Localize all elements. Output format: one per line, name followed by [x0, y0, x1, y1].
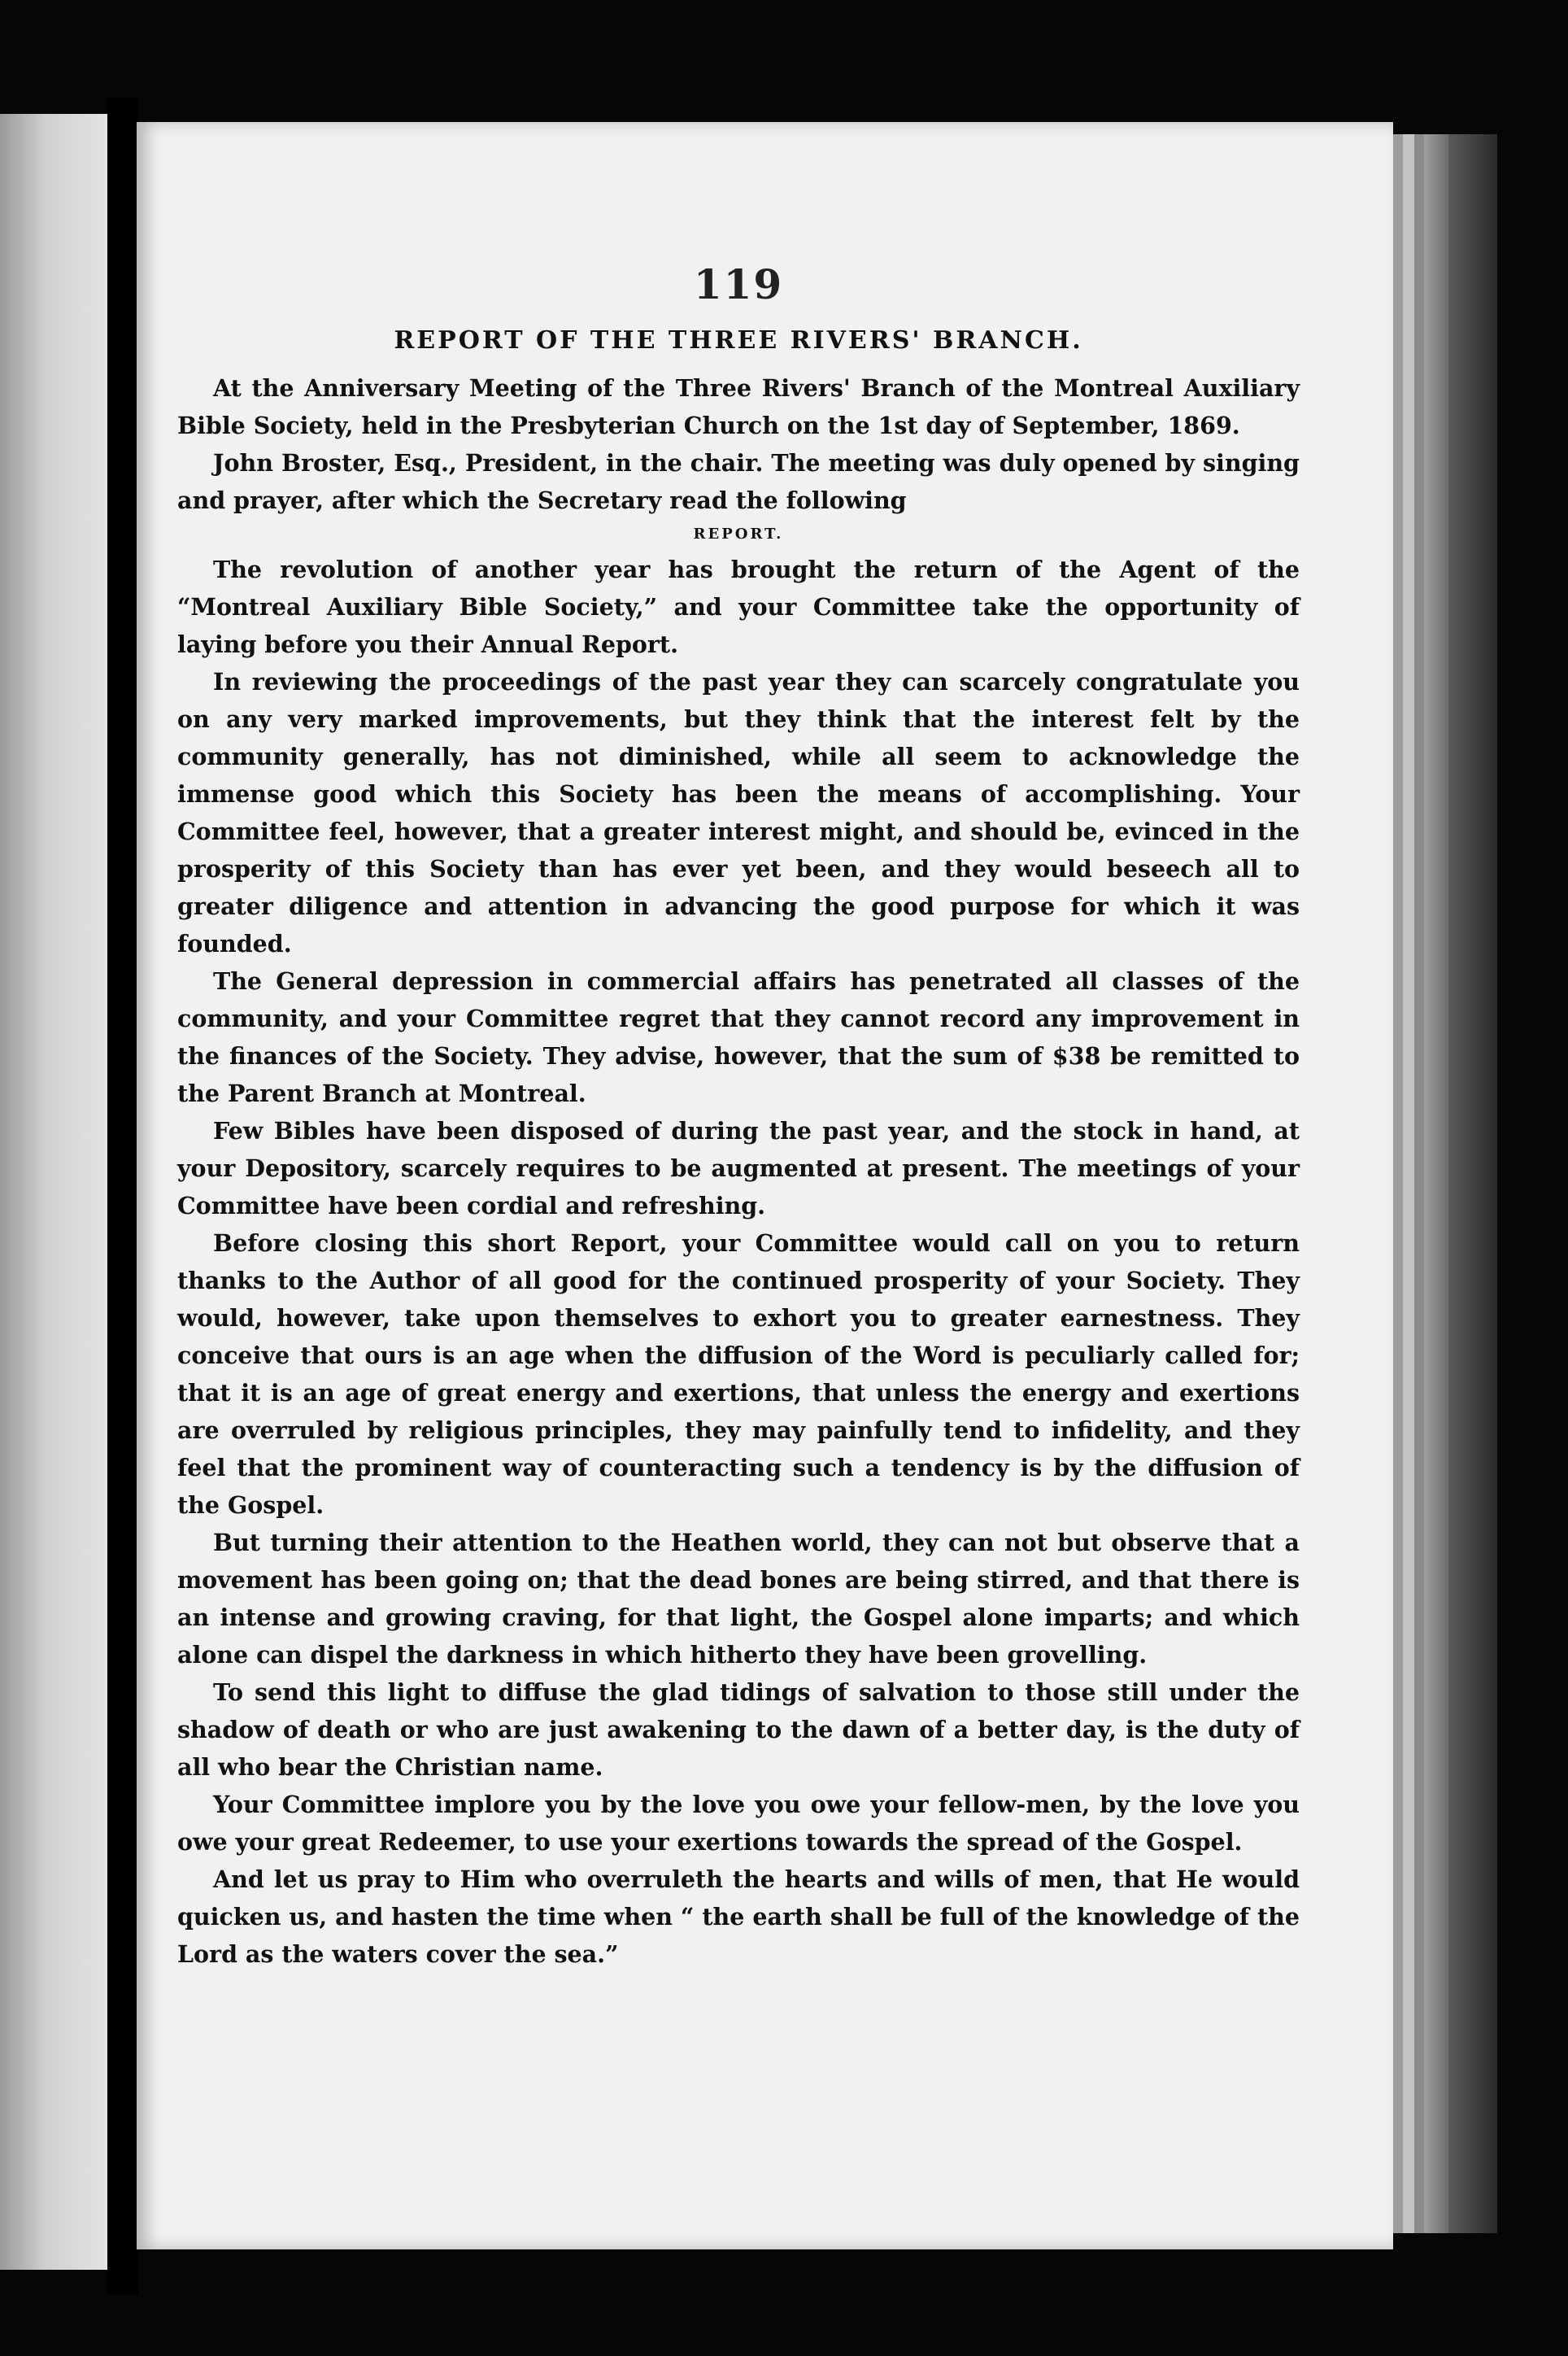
page-number: 119 — [693, 260, 784, 308]
report-paragraph: Before closing this short Report, your Committee would call on you to return thanks to the Author of all good for the continued prosperity of your Society. They would, however, take upon themselves to exhort you to greater earnestness. They conceive that ours is an age when the diffusion of the Word is peculiarly called for; that it is an age of great energy and exertions, that unless the energy and exertions are overruled by religious principles, they may painfully tend to infidelity, and they feel that the prominent way of counteracting such a tendency is by the diffusion of the Gospel. — [177, 1229, 1300, 1519]
intro-paragraph: At the Anniversary Meeting of the Three Rivers' Branch of the Montreal Auxiliary Bible Society, held in the Presbyterian Church on the 1st day of September, 1869. — [177, 374, 1300, 439]
report-paragraph: The General depression in commercial affairs has penetrated all classes of the community, and your Committee regret that they cannot record any improvement in the finances of the Society. They advise, however, that the sum of $38 be remitted to the Parent Branch at Montreal. — [177, 967, 1300, 1107]
page-block-edge — [1414, 134, 1424, 2233]
page-block-edge — [1424, 134, 1448, 2233]
page-block-edge — [1403, 134, 1414, 2233]
report-paragraph: In reviewing the proceedings of the past year they can scarcely congratulate you on any very marked improvements, but they think that the interest felt by the community generally, has not diminished, while all seem to acknowledge the immense good which this Society has been the means of accomplishing. Your Committee feel, however, that a greater interest might, and should be, evinced in the prosperity of this Society than has ever yet been, and they would beseech all to greater diligence and attention in advancing the good purpose for which it was founded. — [177, 668, 1300, 958]
page-content — [177, 138, 1300, 1973]
report-paragraph: And let us pray to Him who overruleth the hearts and wills of men, that He would quicken us, and hasten the time when “ the earth shall be full of the knowledge of the Lord as the waters cover the sea.” — [177, 1865, 1300, 1968]
facing-page-edge — [0, 114, 114, 2270]
page-block-edge — [1393, 134, 1403, 2233]
report-heading: REPORT. — [693, 526, 784, 543]
book-gutter — [107, 98, 138, 2294]
report-paragraph: Few Bibles have been disposed of during the past year, and the stock in hand, at your Depository, scarcely requires to be augmented at present. The meetings of your Committee have been cordial and refreshing. — [177, 1117, 1300, 1219]
page-title: REPORT OF THE THREE RIVERS' BRANCH. — [394, 326, 1083, 355]
report-paragraph: The revolution of another year has brought the return of the Agent of the “Montreal Auxiliary Bible Society,” and your Committee take the opportunity of laying before you their Annual Report. — [177, 556, 1300, 658]
report-paragraph: Your Committee implore you by the love you owe your fellow-men, by the love you owe your great Redeemer, to use your exertions towards the spread of the Gospel. — [177, 1791, 1300, 1856]
intro-paragraph: John Broster, Esq., President, in the chair. The meeting was duly opened by singing and prayer, after which the Secretary read the following — [177, 449, 1300, 514]
report-paragraph: To send this light to diffuse the glad tidings of salvation to those still under the shadow of death or who are just awakening to the dawn of a better day, is the duty of all who bear the Christian name. — [177, 1678, 1300, 1781]
report-paragraph: But turning their attention to the Heathen world, they can not but observe that a movement has been going on; that the dead bones are being stirred, and that there is an intense and growing craving, for that light, the Gospel alone imparts; and which alone can dispel the darkness in which hitherto they have been grovelling. — [177, 1529, 1300, 1669]
book-cover-edge — [1448, 134, 1497, 2233]
